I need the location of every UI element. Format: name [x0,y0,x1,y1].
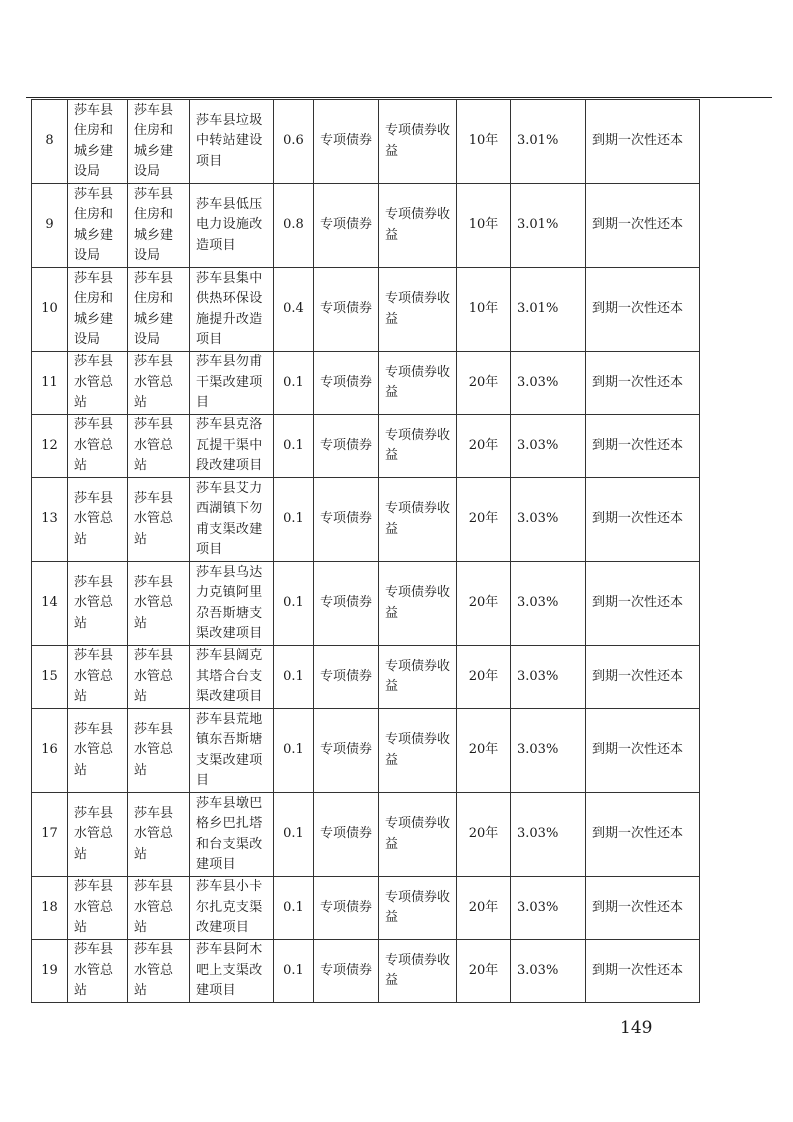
project-cell: 莎车县荒地镇东吾斯塘支渠改建项目 [190,709,274,793]
unit-cell: 莎车县水管总站 [68,562,128,646]
table-row [32,940,700,1003]
repay-method-cell: 到期一次性还本 [586,709,700,793]
unit-cell: 莎车县住房和城乡建设局 [68,268,128,352]
table-row [32,709,700,793]
unit-cell-2: 莎车县住房和城乡建设局 [128,268,190,352]
repay-method-cell: 到期一次性还本 [586,184,700,268]
unit-cell-2: 莎车县水管总站 [128,940,190,1003]
term-cell: 10年 [457,100,511,184]
amount-cell: 0.1 [274,478,314,562]
bond-type-cell: 专项债券 [314,352,379,415]
row-number: 12 [32,415,68,478]
project-cell: 莎车县阔克其塔合台支渠改建项目 [190,646,274,709]
row-number: 17 [32,793,68,877]
project-cell: 莎车县垃圾中转站建设项目 [190,100,274,184]
amount-cell: 0.1 [274,709,314,793]
term-cell: 20年 [457,793,511,877]
rate-cell: 3.03% [511,793,586,877]
rate-cell: 3.03% [511,646,586,709]
term-cell: 20年 [457,478,511,562]
repay-source-cell: 专项债券收益 [379,940,457,1003]
bond-table [31,99,700,1003]
term-cell: 10年 [457,184,511,268]
project-cell: 莎车县克洛瓦提干渠中段改建项目 [190,415,274,478]
project-cell: 莎车县墩巴格乡巴扎塔和台支渠改建项目 [190,793,274,877]
repay-method-cell: 到期一次性还本 [586,562,700,646]
repay-source-cell: 专项债券收益 [379,478,457,562]
amount-cell: 0.1 [274,793,314,877]
row-number: 16 [32,709,68,793]
row-number: 19 [32,940,68,1003]
rate-cell: 3.03% [511,940,586,1003]
bond-table-body [32,100,700,1003]
unit-cell-2: 莎车县水管总站 [128,478,190,562]
unit-cell: 莎车县水管总站 [68,877,128,940]
repay-method-cell: 到期一次性还本 [586,100,700,184]
repay-source-cell: 专项债券收益 [379,793,457,877]
term-cell: 20年 [457,709,511,793]
repay-method-cell: 到期一次性还本 [586,940,700,1003]
bond-type-cell: 专项债券 [314,268,379,352]
table-row [32,877,700,940]
project-cell: 莎车县勿甫干渠改建项目 [190,352,274,415]
repay-source-cell: 专项债券收益 [379,877,457,940]
repay-method-cell: 到期一次性还本 [586,877,700,940]
header-rule [26,97,772,98]
unit-cell-2: 莎车县住房和城乡建设局 [128,184,190,268]
rate-cell: 3.01% [511,100,586,184]
repay-source-cell: 专项债券收益 [379,268,457,352]
repay-source-cell: 专项债券收益 [379,352,457,415]
repay-source-cell: 专项债券收益 [379,562,457,646]
row-number: 11 [32,352,68,415]
bond-type-cell: 专项债券 [314,184,379,268]
rate-cell: 3.03% [511,709,586,793]
term-cell: 20年 [457,646,511,709]
unit-cell-2: 莎车县水管总站 [128,646,190,709]
rate-cell: 3.03% [511,877,586,940]
bond-type-cell: 专项债券 [314,793,379,877]
project-cell: 莎车县乌达力克镇阿里尕吾斯塘支渠改建项目 [190,562,274,646]
amount-cell: 0.1 [274,646,314,709]
amount-cell: 0.1 [274,562,314,646]
amount-cell: 0.1 [274,940,314,1003]
amount-cell: 0.1 [274,877,314,940]
table-row [32,352,700,415]
table-row [32,268,700,352]
row-number: 18 [32,877,68,940]
table-row [32,184,700,268]
unit-cell: 莎车县水管总站 [68,415,128,478]
unit-cell-2: 莎车县水管总站 [128,415,190,478]
page-number: 149 [620,1018,653,1038]
unit-cell-2: 莎车县水管总站 [128,877,190,940]
repay-source-cell: 专项债券收益 [379,709,457,793]
rate-cell: 3.01% [511,268,586,352]
term-cell: 20年 [457,415,511,478]
unit-cell: 莎车县住房和城乡建设局 [68,100,128,184]
unit-cell-2: 莎车县水管总站 [128,562,190,646]
row-number: 10 [32,268,68,352]
unit-cell: 莎车县水管总站 [68,940,128,1003]
table-row [32,562,700,646]
repay-method-cell: 到期一次性还本 [586,793,700,877]
unit-cell: 莎车县水管总站 [68,709,128,793]
project-cell: 莎车县低压电力设施改造项目 [190,184,274,268]
amount-cell: 0.1 [274,415,314,478]
bond-type-cell: 专项债券 [314,415,379,478]
unit-cell: 莎车县住房和城乡建设局 [68,184,128,268]
repay-method-cell: 到期一次性还本 [586,268,700,352]
unit-cell-2: 莎车县水管总站 [128,709,190,793]
term-cell: 20年 [457,940,511,1003]
unit-cell-2: 莎车县住房和城乡建设局 [128,100,190,184]
row-number: 8 [32,100,68,184]
amount-cell: 0.4 [274,268,314,352]
table-row [32,415,700,478]
unit-cell: 莎车县水管总站 [68,646,128,709]
rate-cell: 3.03% [511,562,586,646]
unit-cell: 莎车县水管总站 [68,478,128,562]
bond-type-cell: 专项债券 [314,478,379,562]
unit-cell-2: 莎车县水管总站 [128,352,190,415]
amount-cell: 0.6 [274,100,314,184]
table-row [32,646,700,709]
term-cell: 20年 [457,877,511,940]
bond-type-cell: 专项债券 [314,940,379,1003]
repay-method-cell: 到期一次性还本 [586,415,700,478]
repay-source-cell: 专项债券收益 [379,646,457,709]
project-cell: 莎车县阿木吧上支渠改建项目 [190,940,274,1003]
bond-type-cell: 专项债券 [314,562,379,646]
repay-method-cell: 到期一次性还本 [586,646,700,709]
project-cell: 莎车县艾力西湖镇下勿甫支渠改建项目 [190,478,274,562]
rate-cell: 3.03% [511,415,586,478]
repay-source-cell: 专项债券收益 [379,100,457,184]
rate-cell: 3.03% [511,352,586,415]
amount-cell: 0.1 [274,352,314,415]
repay-source-cell: 专项债券收益 [379,184,457,268]
bond-type-cell: 专项债券 [314,646,379,709]
unit-cell: 莎车县水管总站 [68,352,128,415]
row-number: 13 [32,478,68,562]
table-row [32,100,700,184]
rate-cell: 3.01% [511,184,586,268]
project-cell: 莎车县集中供热环保设施提升改造项目 [190,268,274,352]
unit-cell: 莎车县水管总站 [68,793,128,877]
bond-type-cell: 专项债券 [314,877,379,940]
project-cell: 莎车县小卡尔扎克支渠改建项目 [190,877,274,940]
repay-method-cell: 到期一次性还本 [586,352,700,415]
bond-type-cell: 专项债券 [314,709,379,793]
term-cell: 10年 [457,268,511,352]
repay-source-cell: 专项债券收益 [379,415,457,478]
term-cell: 20年 [457,352,511,415]
repay-method-cell: 到期一次性还本 [586,478,700,562]
row-number: 14 [32,562,68,646]
rate-cell: 3.03% [511,478,586,562]
table-row [32,478,700,562]
bond-type-cell: 专项债券 [314,100,379,184]
table-row [32,793,700,877]
unit-cell-2: 莎车县水管总站 [128,793,190,877]
term-cell: 20年 [457,562,511,646]
row-number: 15 [32,646,68,709]
amount-cell: 0.8 [274,184,314,268]
row-number: 9 [32,184,68,268]
